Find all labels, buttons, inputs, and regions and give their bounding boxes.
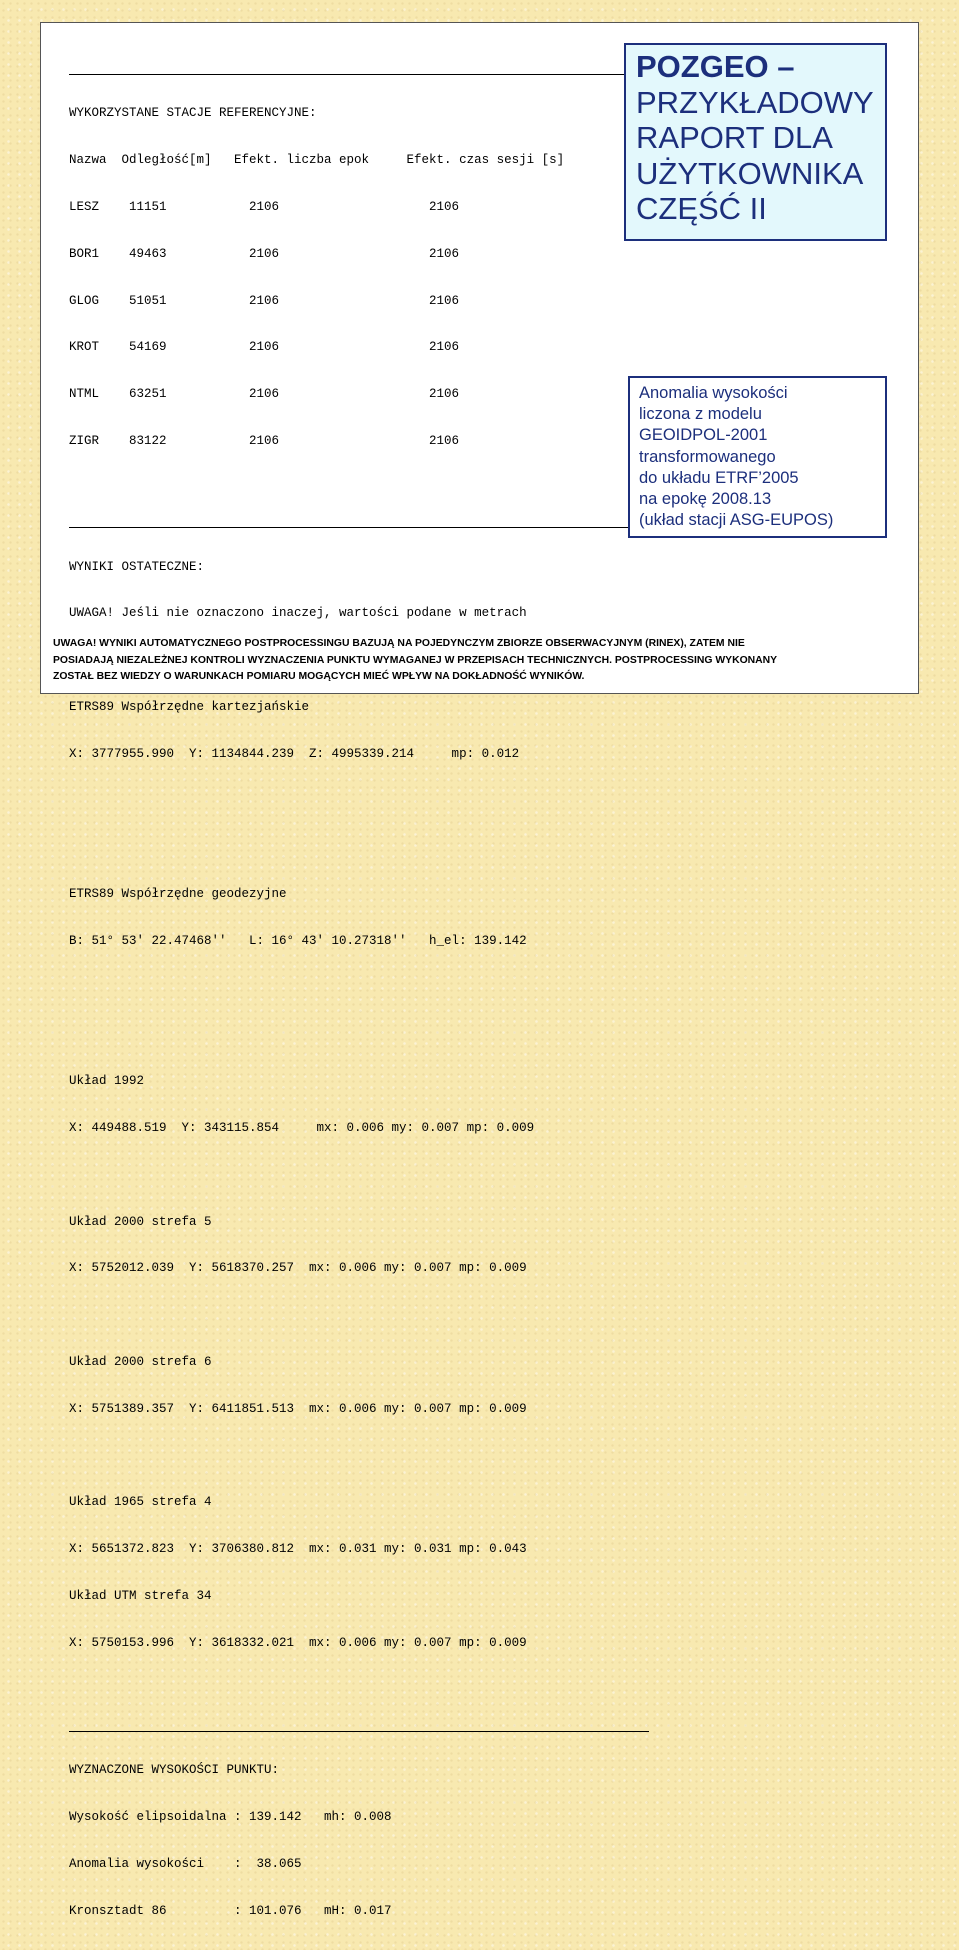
warning-line: UWAGA! WYNIKI AUTOMATYCZNEGO POSTPROCESSINGU BAZUJĄ NA POJEDYNCZYM ZBIORZE OBSERWACYJNYM (RINEX), ZATEM NIE — [53, 638, 745, 649]
geodetic-title: ETRS89 Współrzędne geodezyjne — [69, 887, 287, 902]
note-line: Anomalia wysokości — [639, 384, 788, 402]
station-row: ZIGR 83122 2106 2106 — [69, 433, 460, 448]
uklad-2000-6-title: Układ 2000 strefa 6 — [69, 1354, 212, 1369]
heights-header: WYZNACZONE WYSOKOŚCI PUNKTU: — [69, 1763, 280, 1778]
note-line: (układ stacji ASG-EUPOS) — [639, 511, 834, 530]
station-row: BOR1 49463 2106 2106 — [69, 246, 460, 261]
section-rule — [69, 1731, 649, 1732]
station-row: GLOG 51051 2106 2106 — [69, 293, 460, 308]
title-line: PRZYKŁADOWY — [636, 84, 874, 120]
postprocessing-warning — [53, 636, 913, 686]
units-note: UWAGA! Jeśli nie oznaczono inaczej, wartości podane w metrach — [69, 606, 527, 621]
cartesian-values: X: 3777955.990 Y: 1134844.239 Z: 4995339.214 mp: 0.012 — [69, 746, 520, 761]
station-row: KROT 54169 2106 2106 — [69, 340, 460, 355]
title-line: UŻYTKOWNIKA — [636, 155, 864, 191]
uklad-2000-5-title: Układ 2000 strefa 5 — [69, 1214, 212, 1229]
anomaly-note-box — [628, 376, 887, 538]
height-row: Anomalia wysokości : 38.065 — [69, 1856, 302, 1871]
report-page — [40, 22, 919, 1918]
title-line: CZĘŚĆ II — [636, 191, 767, 227]
stations-header: WYKORZYSTANE STACJE REFERENCYJNE: — [69, 106, 317, 121]
uklad-2000-6-values: X: 5751389.357 Y: 6411851.513 mx: 0.006 my: 0.007 mp: 0.009 — [69, 1401, 527, 1416]
title-line: POZGEO – — [636, 49, 795, 84]
station-row: NTML 63251 2106 2106 — [69, 387, 460, 402]
note-line: liczona z modelu — [639, 405, 762, 424]
section-rule — [69, 74, 649, 75]
uklad-utm-title: Układ UTM strefa 34 — [69, 1588, 212, 1603]
report-text — [69, 43, 649, 1950]
height-row: Kronsztadt 86 : 101.076 mH: 0.017 — [69, 1903, 392, 1918]
warning-line: POSIADAJĄ NIEZALEŻNEJ KONTROLI WYZNACZENIA PUNKTU WYMAGANEJ W PRZEPISACH TECHNICZNYCH. POSTPROCESSING WYKONANY — [53, 654, 778, 666]
height-row: Wysokość elipsoidalna : 139.142 mh: 0.008 — [69, 1810, 392, 1825]
note-line: GEOIDPOL-2001 — [639, 426, 768, 445]
note-line: transformowanego — [639, 447, 776, 466]
cartesian-title: ETRS89 Współrzędne kartezjańskie — [69, 699, 310, 714]
uklad-2000-5-values: X: 5752012.039 Y: 5618370.257 mx: 0.006 my: 0.007 mp: 0.009 — [69, 1261, 527, 1276]
stations-column-headers: Nazwa Odległość[m] Efekt. liczba epok Efekt. czas sesji [s] — [69, 153, 565, 168]
uklad-1965-title: Układ 1965 strefa 4 — [69, 1495, 212, 1510]
uklad-utm-values: X: 5750153.996 Y: 3618332.021 mx: 0.006 my: 0.007 mp: 0.009 — [69, 1635, 527, 1650]
uklad-1992-values: X: 449488.519 Y: 343115.854 mx: 0.006 my: 0.007 mp: 0.009 — [69, 1120, 535, 1135]
results-header: WYNIKI OSTATECZNE: — [69, 559, 205, 574]
title-box — [624, 43, 887, 241]
title-line: RAPORT DLA — [636, 120, 833, 156]
uklad-1992-title: Układ 1992 — [69, 1074, 145, 1089]
station-row: LESZ 11151 2106 2106 — [69, 199, 460, 214]
section-rule — [69, 527, 649, 528]
geodetic-values: B: 51° 53' 22.47468'' L: 16° 43' 10.27318'' h_el: 139.142 — [69, 933, 527, 948]
uklad-1965-values: X: 5651372.823 Y: 3706380.812 mx: 0.031 my: 0.031 mp: 0.043 — [69, 1542, 527, 1556]
note-line: do układu ETRF’2005 — [639, 468, 799, 487]
warning-line: ZOSTAŁ BEZ WIEDZY O WARUNKACH POMIARU MOGĄCYCH MIEĆ WPŁYW NA DOKŁADNOŚĆ WYNIKÓW. — [53, 671, 585, 682]
note-line: na epokę 2008.13 — [639, 490, 772, 509]
